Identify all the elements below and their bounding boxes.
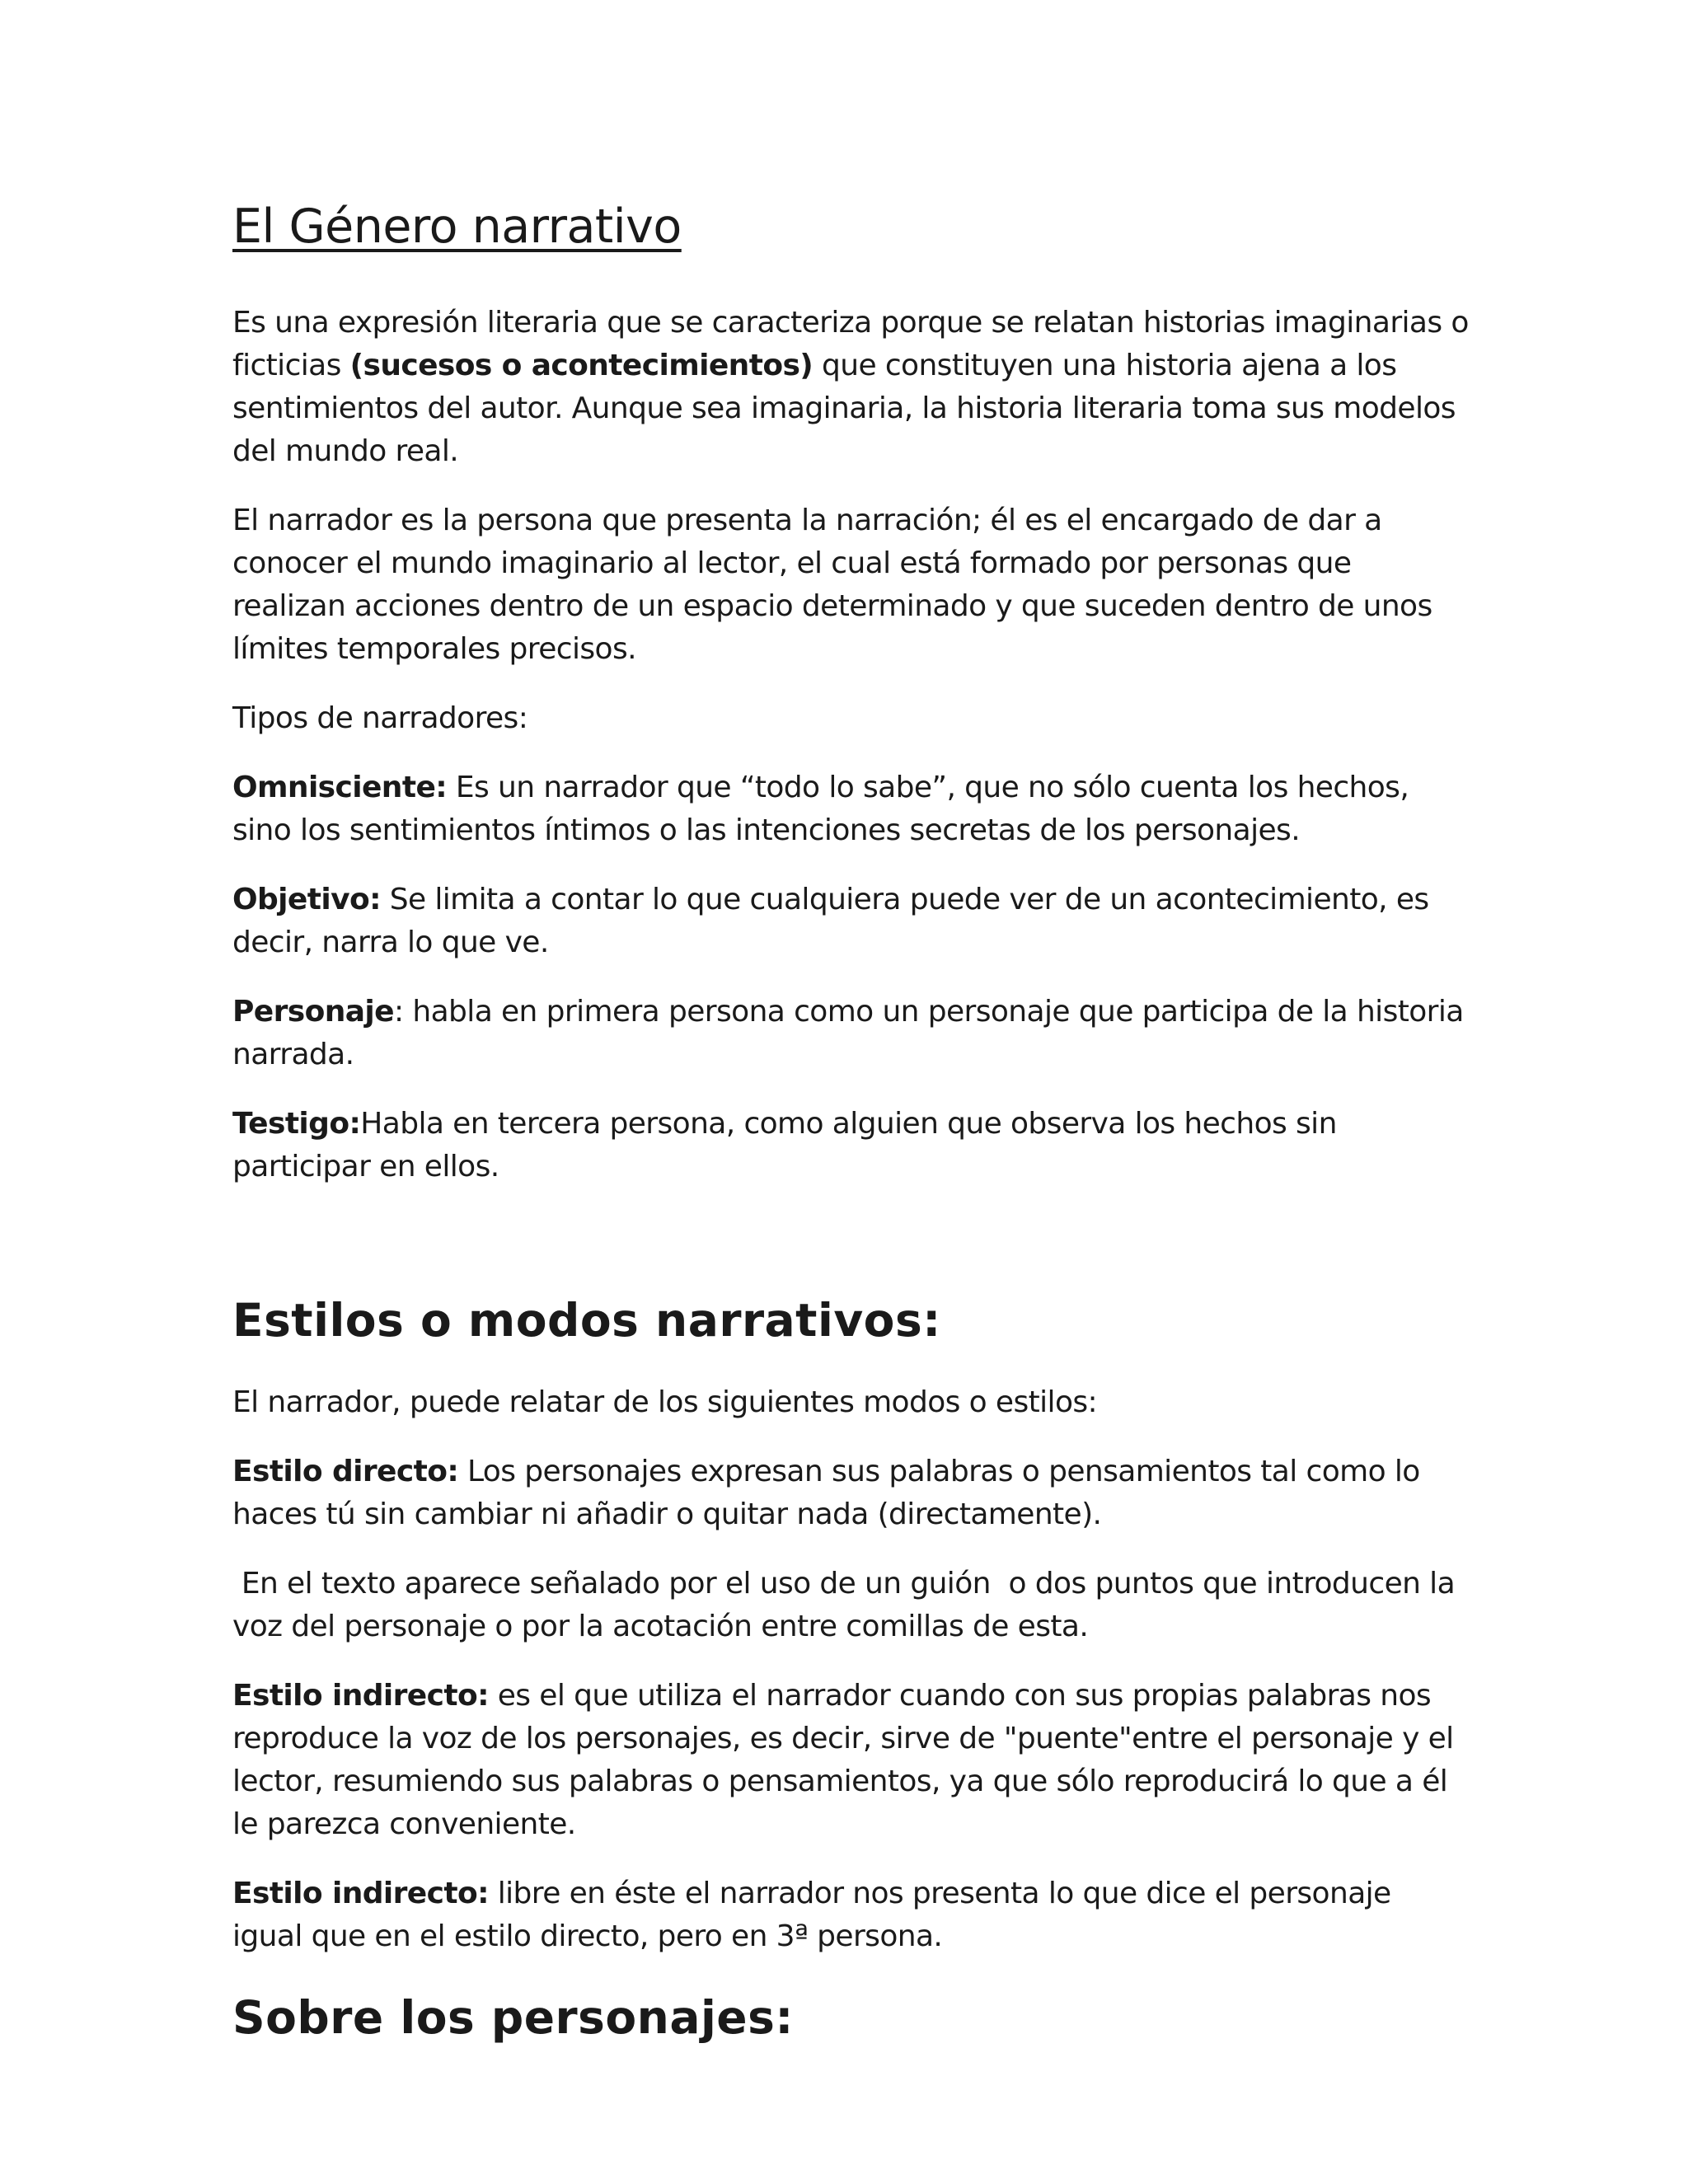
narrator-paragraph: El narrador es la persona que presenta la narración; él es el encargado de dar a conocer el mundo imaginario al lector, el cual está formado por personas que realizan acciones dentro de un espacio determinado y que suceden dentro de unos límites temporales precisos. bbox=[232, 504, 1432, 666]
narrator-type-text: Habla en tercera persona, como alguien que observa los hechos sin participar en ellos. bbox=[232, 1107, 1337, 1183]
style-free-indirect bbox=[232, 1872, 1469, 1958]
style-term: Estilo directo: bbox=[232, 1455, 459, 1488]
types-heading: Tipos de narradores: bbox=[232, 701, 528, 735]
narrator-type-text: : habla en primera persona como un personaje que participa de la historia narrada. bbox=[232, 995, 1464, 1071]
styles-section-title: Estilos o modos narrativos: bbox=[232, 1294, 941, 1347]
narrator-type-term: Objetivo: bbox=[232, 883, 381, 916]
narrator-type-personaje bbox=[232, 991, 1469, 1076]
styles-intro: El narrador, puede relatar de los siguientes modos o estilos: bbox=[232, 1385, 1098, 1419]
intro-bold-text: (sucesos o acontecimientos) bbox=[349, 349, 814, 382]
intro-text-start: Es una expresión literaria que se caracteriza porque se relatan historias imaginarias o ficticias bbox=[232, 306, 1469, 382]
style-text: Los personajes expresan sus palabras o pensamientos tal como lo haces tú sin cambiar ni añadir o quitar nada (directamente). bbox=[232, 1455, 1420, 1531]
document-page bbox=[232, 191, 1469, 2050]
style-text: libre en éste el narrador nos presenta lo que dice el personaje igual que en el estilo directo, pero en 3ª persona. bbox=[232, 1877, 1391, 1953]
style-term: Estilo indirecto: bbox=[232, 1679, 489, 1713]
narrator-type-objetivo bbox=[232, 879, 1469, 964]
section-spacer bbox=[232, 1215, 1469, 1287]
characters-section-title: Sobre los personajes: bbox=[232, 1991, 794, 2044]
narrator-type-omnisciente bbox=[232, 766, 1469, 852]
narrator-type-testigo bbox=[232, 1103, 1469, 1188]
style-direct bbox=[232, 1451, 1469, 1536]
page-title: El Género narrativo bbox=[232, 199, 682, 254]
narrator-type-term: Personaje bbox=[232, 995, 394, 1029]
intro-paragraph bbox=[232, 302, 1469, 473]
intro-text-end: que constituyen una historia ajena a los sentimientos del autor. Aunque sea imaginaria, la historia literaria toma sus modelos del mundo real. bbox=[232, 349, 1456, 468]
style-direct-note: En el texto aparece señalado por el uso de un guión o dos puntos que introducen la voz del personaje o por la acotación entre comillas de esta. bbox=[232, 1567, 1464, 1643]
style-term: Estilo indirecto: bbox=[232, 1877, 489, 1910]
style-indirect bbox=[232, 1675, 1469, 1846]
narrator-type-term: Testigo: bbox=[232, 1107, 361, 1141]
narrator-type-text: Se limita a contar lo que cualquiera puede ver de un acontecimiento, es decir, narra lo que ve. bbox=[232, 883, 1429, 959]
style-text: es el que utiliza el narrador cuando con sus propias palabras nos reproduce la voz de los personajes, es decir, sirve de "puente"entre el personaje y el lector, resumiendo sus palabras o pensamientos, ya que sólo reproducirá lo que a él le parezca conveniente. bbox=[232, 1679, 1454, 1841]
narrator-type-term: Omnisciente: bbox=[232, 771, 448, 804]
narrator-type-text: Es un narrador que “todo lo sabe”, que no sólo cuenta los hechos, sino los sentimientos íntimos o las intenciones secretas de los personajes. bbox=[232, 771, 1409, 847]
